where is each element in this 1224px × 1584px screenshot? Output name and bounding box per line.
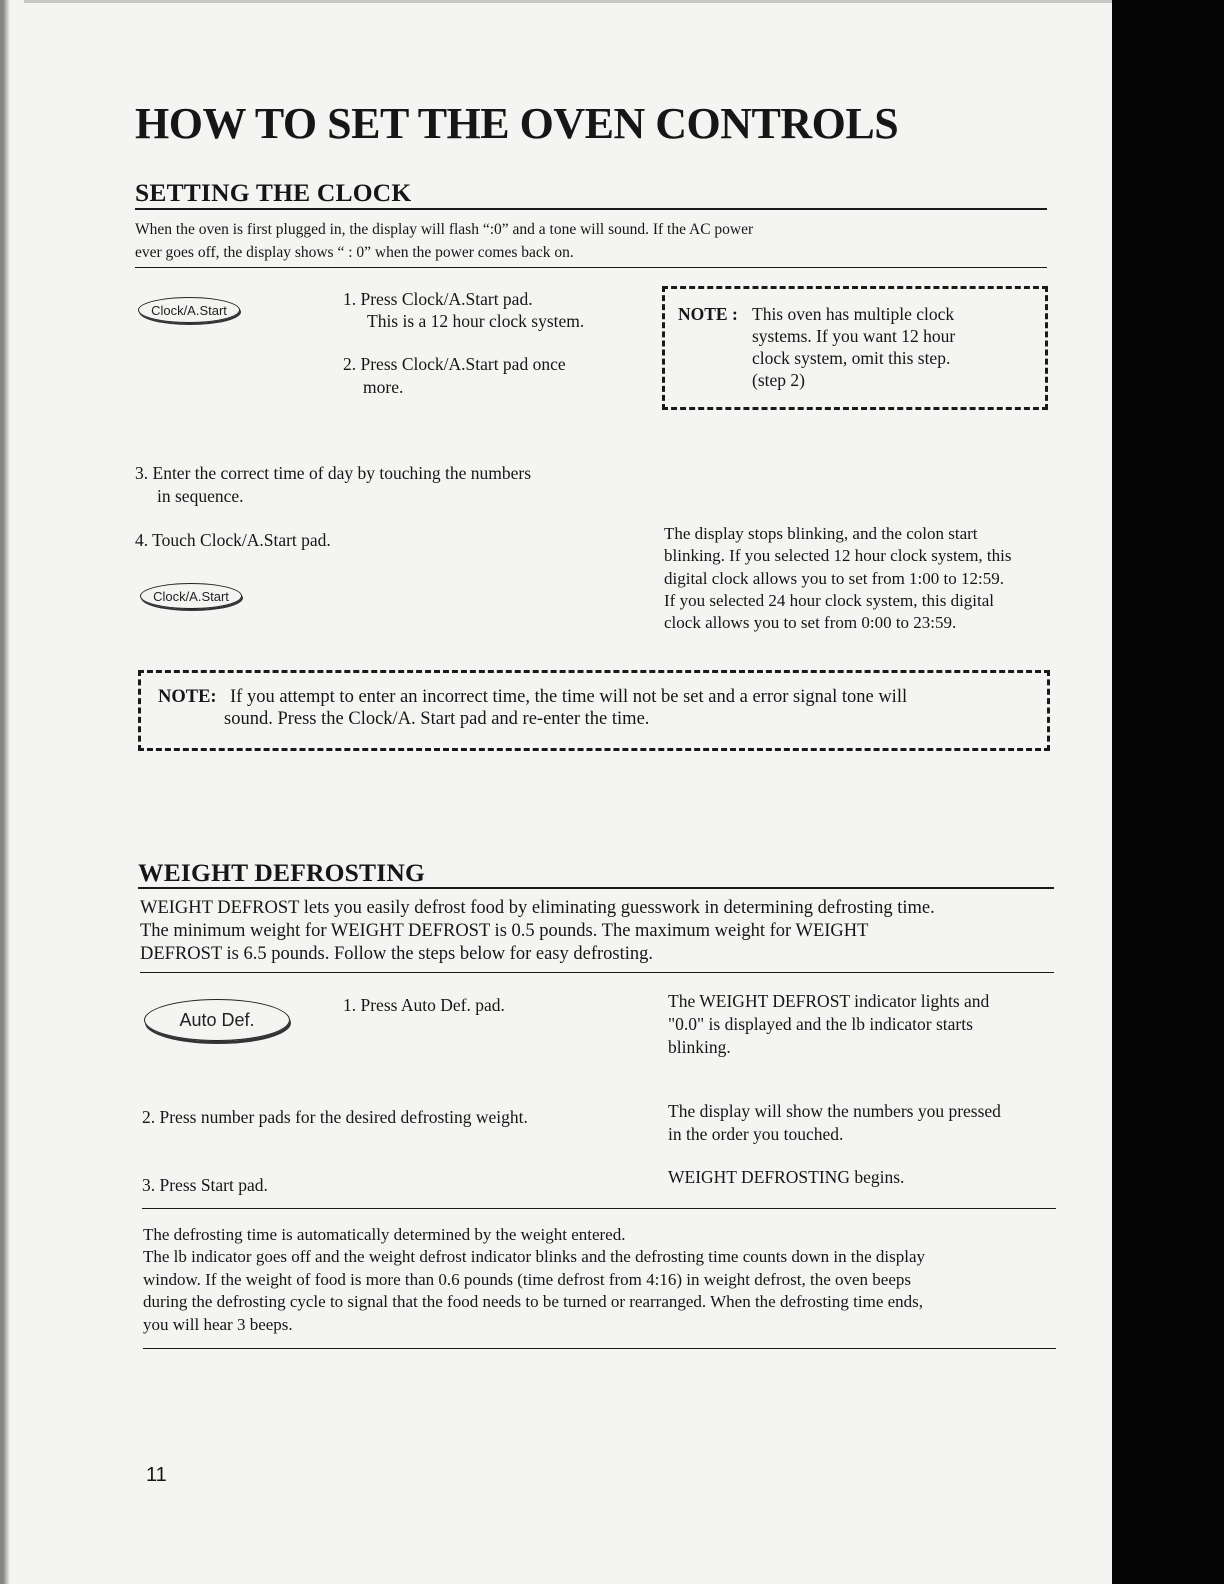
defrost-footer-rule <box>143 1348 1056 1349</box>
clock-note-line3: clock system, omit this step. <box>752 348 951 368</box>
defrost-section-heading: WEIGHT DEFROSTING <box>138 858 426 887</box>
clock-start-pad-icon-2: Clock/A.Start <box>140 583 242 609</box>
defrost-step2-desc-line1: The display will show the numbers you pressed <box>668 1101 1001 1121</box>
defrost-step2-desc-line2: in the order you touched. <box>668 1124 844 1144</box>
clock-note-label: NOTE : <box>678 304 738 324</box>
defrost-step1: 1. Press Auto Def. pad. <box>343 995 505 1015</box>
page-number: 11 <box>146 1464 167 1486</box>
clock-step1-line2: This is a 12 hour clock system. <box>367 311 585 331</box>
defrost-step1-desc-line2: "0.0" is displayed and the lb indicator starts <box>668 1014 973 1034</box>
scan-right-border <box>1112 0 1224 1584</box>
clock-note-line1: This oven has multiple clock <box>752 304 955 324</box>
clock-step4-desc-line3: digital clock allows you to set from 1:00 to 12:59. <box>664 569 1004 588</box>
defrost-intro-line3: DEFROST is 6.5 pounds. Follow the steps below for easy defrosting. <box>140 944 654 964</box>
clock-step4-desc-line2: blinking. If you selected 12 hour clock system, this <box>664 546 1012 565</box>
defrost-intro-rule <box>140 972 1054 973</box>
scan-left-edge <box>0 0 16 1584</box>
defrost-footer-line3: window. If the weight of food is more than 0.6 pounds (time defrost from 4:16) in weight defrost, the oven beeps <box>143 1270 911 1289</box>
defrost-footer-line4: during the defrosting cycle to signal that the food needs to be turned or rearranged. When the defrosting time ends, <box>143 1292 924 1311</box>
defrost-footer-line1: The defrosting time is automatically determined by the weight entered. <box>143 1225 626 1244</box>
page-title: HOW TO SET THE OVEN CONTROLS <box>135 99 899 148</box>
clock-step2-line2: more. <box>363 377 404 397</box>
clock-step2-line1: 2. Press Clock/A.Start pad once <box>343 354 566 374</box>
clock-section-heading: SETTING THE CLOCK <box>135 178 412 207</box>
clock-note2-label: NOTE: <box>158 687 217 707</box>
clock-step4: 4. Touch Clock/A.Start pad. <box>135 530 331 550</box>
defrost-intro-line2: The minimum weight for WEIGHT DEFROST is 0.5 pounds. The maximum weight for WEIGHT <box>140 921 869 941</box>
clock-note2-line1: If you attempt to enter an incorrect time, the time will not be set and a error signal tone will <box>230 687 908 707</box>
clock-step3-line2: in sequence. <box>157 486 244 506</box>
clock-intro-line1: When the oven is first plugged in, the display will flash “:0” and a tone will sound. If the AC power <box>135 221 754 238</box>
defrost-footer-line2: The lb indicator goes off and the weight defrost indicator blinks and the defrosting time counts down in the display <box>143 1247 925 1266</box>
clock-step4-desc-line1: The display stops blinking, and the colon start <box>664 524 978 543</box>
clock-step1-line1: 1. Press Clock/A.Start pad. <box>343 289 533 309</box>
clock-note-line4: (step 2) <box>752 370 805 390</box>
clock-heading-rule <box>135 208 1047 210</box>
defrost-step1-desc-line3: blinking. <box>668 1037 731 1057</box>
defrost-intro-line1: WEIGHT DEFROST lets you easily defrost food by eliminating guesswork in determining defrosting time. <box>140 898 935 918</box>
defrost-steps-rule <box>142 1208 1056 1209</box>
clock-intro-rule <box>135 267 1047 268</box>
scan-top-edge <box>24 0 1112 3</box>
defrost-heading-rule <box>138 887 1054 889</box>
defrost-footer-line5: you will hear 3 beeps. <box>143 1315 293 1334</box>
auto-def-pad-icon: Auto Def. <box>144 999 290 1041</box>
clock-step4-desc-line4: If you selected 24 hour clock system, this digital <box>664 591 995 610</box>
defrost-step2: 2. Press number pads for the desired defrosting weight. <box>142 1107 528 1127</box>
clock-note2-line2: sound. Press the Clock/A. Start pad and re-enter the time. <box>224 709 650 729</box>
clock-note-line2: systems. If you want 12 hour <box>752 326 956 346</box>
defrost-step3: 3. Press Start pad. <box>142 1175 268 1195</box>
defrost-step1-desc-line1: The WEIGHT DEFROST indicator lights and <box>668 991 990 1011</box>
clock-intro-line2: ever goes off, the display shows “ : 0” when the power comes back on. <box>135 244 574 261</box>
clock-step3-line1: 3. Enter the correct time of day by touching the numbers <box>135 463 532 483</box>
clock-step4-desc-line5: clock allows you to set from 0:00 to 23:59. <box>664 613 957 632</box>
clock-start-pad-icon: Clock/A.Start <box>138 297 240 323</box>
defrost-step3-desc: WEIGHT DEFROSTING begins. <box>668 1167 905 1187</box>
